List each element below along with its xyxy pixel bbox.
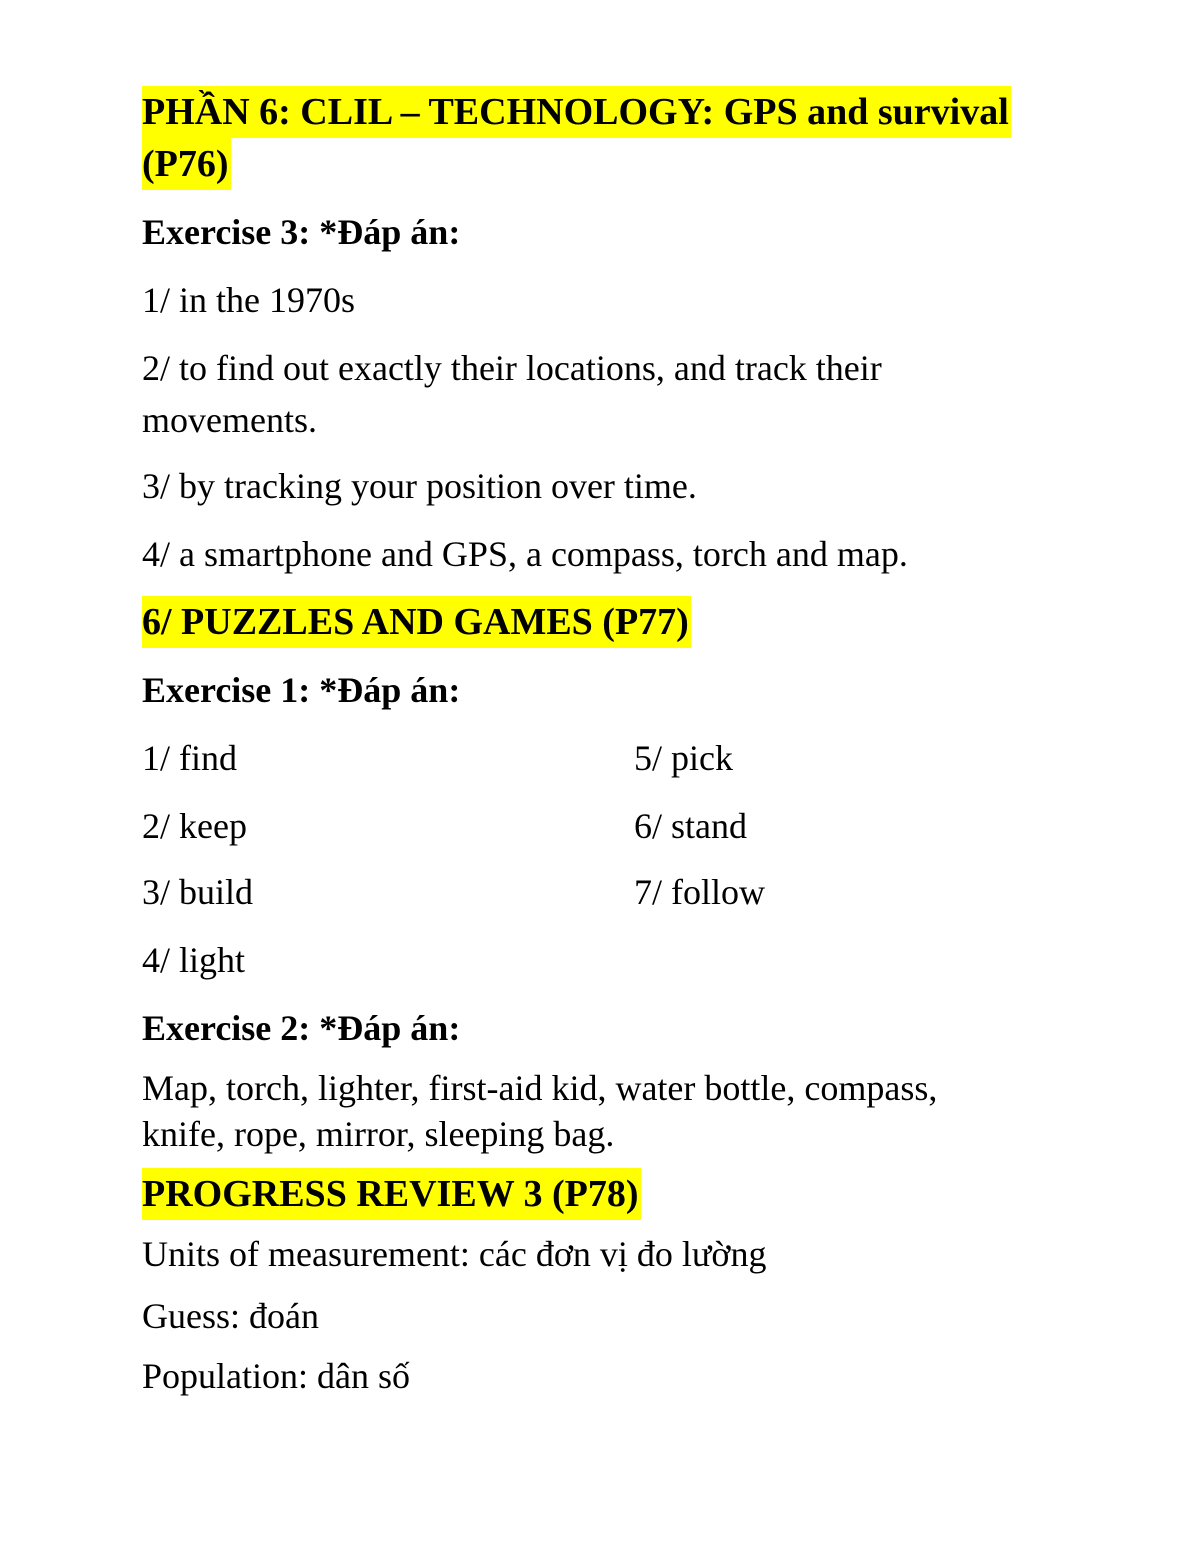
answer-right-col: 7/ follow [634, 872, 765, 912]
vocab-line: Population: dân số [142, 1356, 410, 1396]
answer-line: 2/ to find out exactly their locations, and track their [142, 348, 882, 388]
section-heading-progress-review: PROGRESS REVIEW 3 (P78) [142, 1168, 641, 1220]
section-heading-clil-line1: PHẦN 6: CLIL – TECHNOLOGY: GPS and survival [142, 86, 1011, 138]
exercise-3-label: Exercise 3: *Đáp án: [142, 212, 461, 252]
exercise-1-label: Exercise 1: *Đáp án: [142, 670, 461, 710]
exercise-2-answer-line2: knife, rope, mirror, sleeping bag. [142, 1114, 615, 1154]
section-heading-clil-line2: (P76) [142, 138, 231, 190]
answer-left-col: 4/ light [142, 940, 246, 980]
exercise-2-label: Exercise 2: *Đáp án: [142, 1008, 461, 1048]
answer-line: 3/ by tracking your position over time. [142, 466, 697, 506]
answer-line: 4/ a smartphone and GPS, a compass, torch and map. [142, 534, 908, 574]
answer-left-col: 1/ find [142, 738, 237, 778]
answer-right-col: 6/ stand [634, 806, 747, 846]
section-heading-puzzles: 6/ PUZZLES AND GAMES (P77) [142, 596, 691, 648]
answer-line: movements. [142, 400, 317, 440]
answer-left-col: 3/ build [142, 872, 254, 912]
vocab-line: Guess: đoán [142, 1296, 319, 1336]
exercise-2-answer-line1: Map, torch, lighter, first-aid kid, water bottle, compass, [142, 1068, 938, 1108]
vocab-line: Units of measurement: các đơn vị đo lường [142, 1234, 767, 1274]
answer-right-col: 5/ pick [634, 738, 733, 778]
answer-line: 1/ in the 1970s [142, 280, 355, 320]
answer-left-col: 2/ keep [142, 806, 247, 846]
